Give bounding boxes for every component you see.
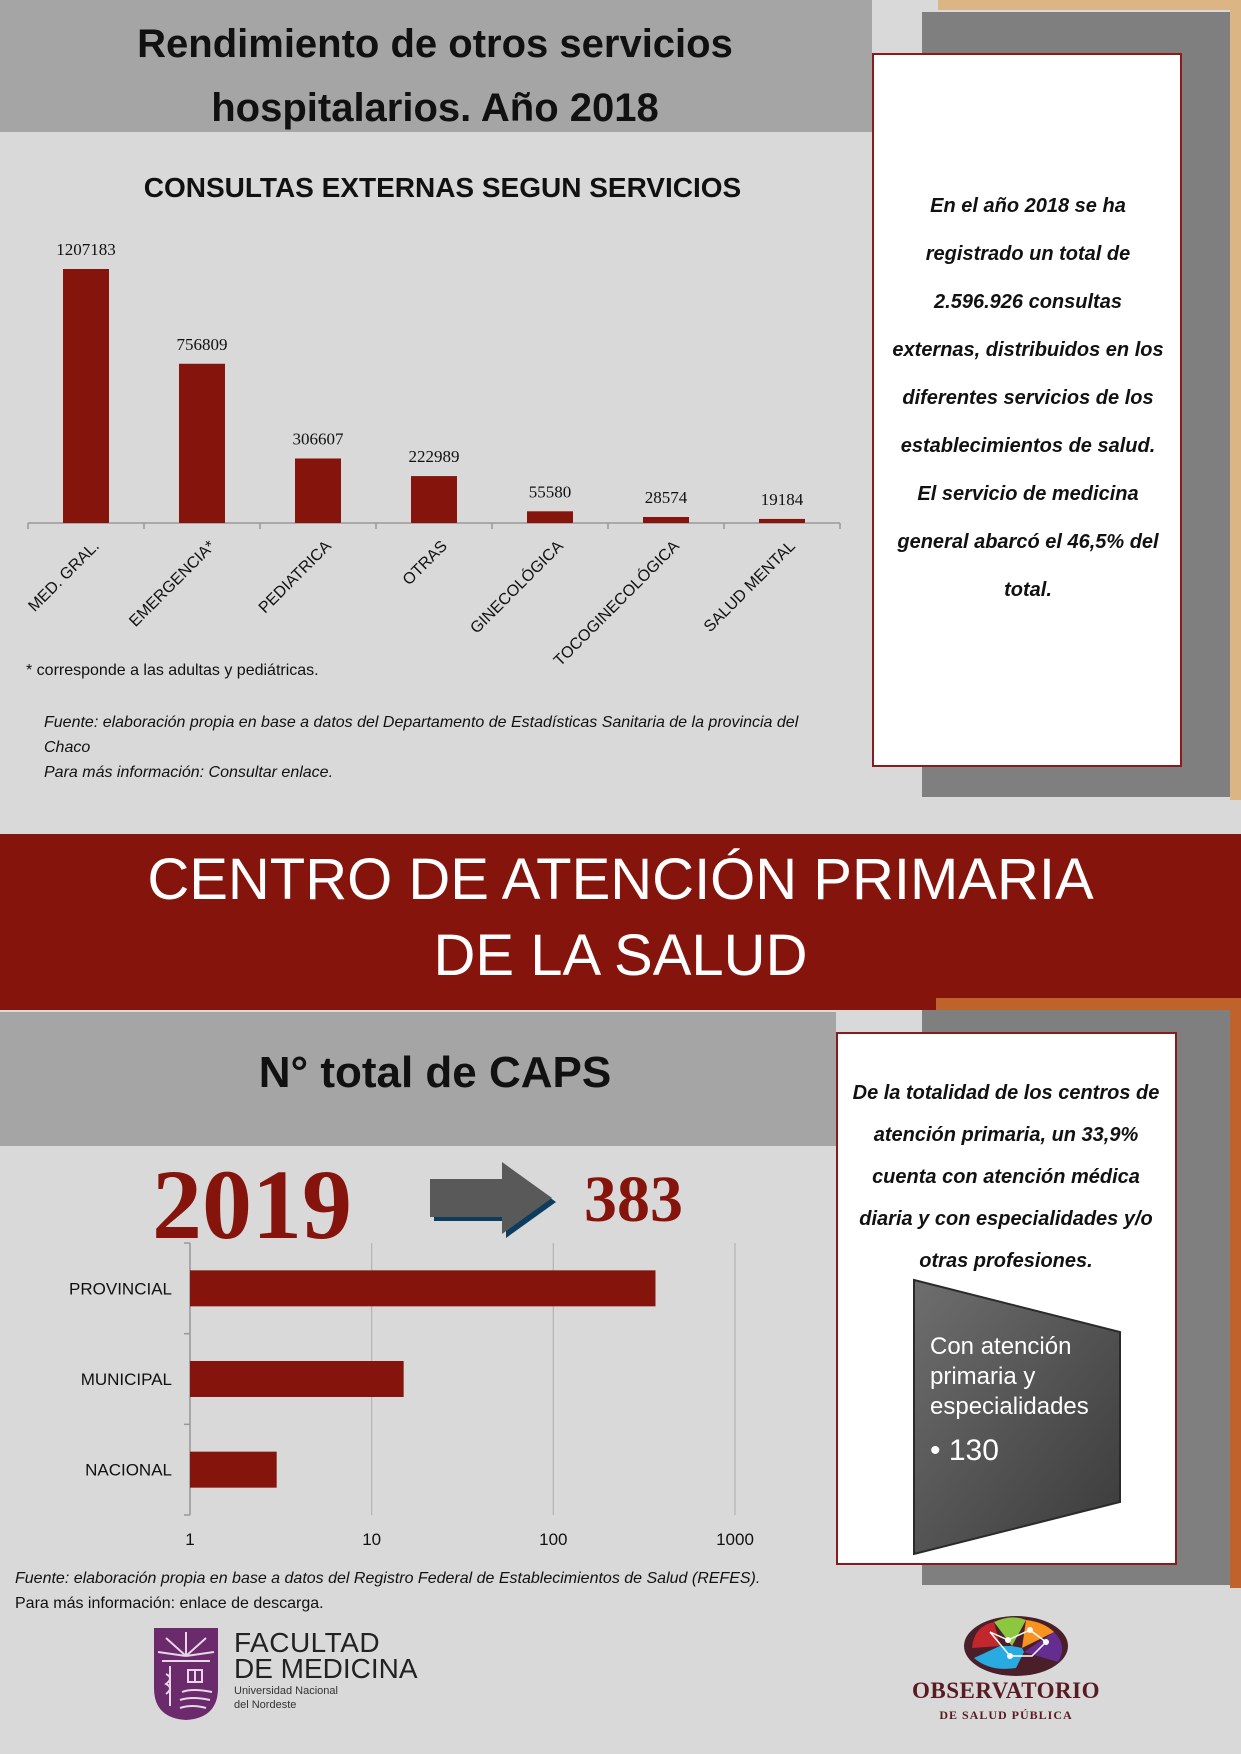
callout-heading: Con atención primaria y especialidades — [930, 1333, 1089, 1420]
bar-nacional — [190, 1452, 277, 1488]
facultad-sub-line: Universidad Nacional — [234, 1685, 338, 1697]
bar-emergencia- — [179, 364, 225, 523]
observatorio-logo-icon — [960, 1612, 1072, 1678]
bar-provincial — [190, 1270, 655, 1306]
bar-value-label: 28574 — [644, 487, 688, 507]
y-tick-label: MUNICIPAL — [80, 1370, 172, 1389]
x-tick-label: TOCOGINECOLÓGICA — [550, 537, 683, 670]
bar-salud-mental — [759, 519, 805, 523]
caps-by-jurisdiction-chart — [0, 1235, 800, 1555]
x-tick-label: MED. GRAL. — [25, 537, 103, 616]
x-tick-label: 1000 — [716, 1530, 754, 1549]
bar-value-label: 306607 — [292, 429, 344, 449]
bar-ginecol-gica — [527, 511, 573, 523]
orange-accent-strip — [936, 998, 1241, 1010]
bar-value-label: 756809 — [176, 334, 228, 354]
bar-municipal — [190, 1361, 404, 1397]
page-title: Rendimiento de otros servicios hospitalarios. Año 2018 — [137, 22, 733, 130]
source-link-line[interactable]: Para más información: Consultar enlace. — [44, 764, 334, 781]
source-note-1 — [44, 710, 834, 785]
bar-pediatrica — [295, 458, 341, 523]
bar-value-label: 55580 — [528, 482, 572, 502]
bar-tocoginecol-gica — [643, 517, 689, 523]
x-tick-label: PEDIATRICA — [255, 537, 335, 617]
y-tick-label: PROVINCIAL — [69, 1279, 172, 1299]
x-tick-label: 100 — [539, 1530, 568, 1549]
bar-value-label: 19184 — [760, 489, 804, 509]
bar-value-label: 1207183 — [56, 240, 116, 259]
bar-value-label: 222989 — [408, 447, 460, 467]
caps-note-text: De la totalidad de los centros de atención primaria, un 33,9% cuenta con atención médica diaria y con especialidades y/o otras profesiones. — [852, 1082, 1160, 1272]
facultad-logo-text-1: FACULTAD — [234, 1627, 381, 1658]
banner-line: DE LA SALUD — [433, 923, 808, 988]
x-tick-label: GINECOLÓGICA — [467, 537, 567, 638]
observatorio-logo-text-2: DE SALUD PÚBLICA — [939, 1708, 1073, 1722]
facultad-sub-line: del Nordeste — [234, 1699, 297, 1711]
summary-note-text: En el año 2018 se ha registrado un total de 2.596.926 consultas externas, distribuidos en los diferentes servicios de los establecimientos de salud. El servicio de medicina general abarcó el 46,5% del total. — [892, 195, 1164, 601]
caps-total-value: 383 — [584, 1163, 683, 1236]
section-banner-title — [0, 842, 1241, 994]
facultad-logo-subtext — [234, 1684, 338, 1712]
x-tick-label: SALUD MENTAL — [700, 537, 799, 636]
bar-otras — [411, 476, 457, 523]
right-arrow-icon — [428, 1160, 558, 1240]
x-tick-label: EMERGENCIA* — [126, 537, 219, 631]
chart-footnote: * corresponde a las adultas y pediátricas. — [26, 662, 319, 679]
facultad-logo-text-2: DE MEDICINA — [234, 1653, 418, 1684]
y-tick-label: NACIONAL — [85, 1460, 172, 1480]
caps-title: N° total de CAPS — [258, 1048, 612, 1097]
source-line: Fuente: elaboración propia en base a datos del Departamento de Estadísticas Sanitaria de la provincia del Chaco — [44, 714, 799, 756]
consultas-bar-chart — [0, 210, 870, 680]
banner-line: CENTRO DE ATENCIÓN PRIMARIA — [147, 847, 1094, 912]
year-label: 2019 — [152, 1149, 352, 1260]
gold-accent-strip — [938, 0, 1241, 10]
x-tick-label: 10 — [362, 1530, 382, 1549]
chart-title-consultas: CONSULTAS EXTERNAS SEGUN SERVICIOS — [143, 172, 742, 203]
x-tick-label: 1 — [185, 1530, 195, 1549]
x-tick-label: OTRAS — [399, 537, 451, 589]
gold-accent-strip-side — [1230, 0, 1241, 800]
facultad-medicina-logo-icon — [152, 1626, 222, 1722]
orange-accent-strip-side — [1230, 998, 1241, 1588]
source-line: Fuente: elaboración propia en base a datos del Registro Federal de Establecimientos de Salud (REFES). — [15, 1570, 761, 1587]
source-note-2 — [15, 1566, 835, 1616]
source-link-line[interactable]: Para más información: enlace de descarga. — [15, 1595, 324, 1612]
callout-value: • 130 — [930, 1434, 999, 1467]
observatorio-logo-text-1: OBSERVATORIO — [912, 1678, 1100, 1703]
bar-med-gral- — [63, 269, 109, 523]
